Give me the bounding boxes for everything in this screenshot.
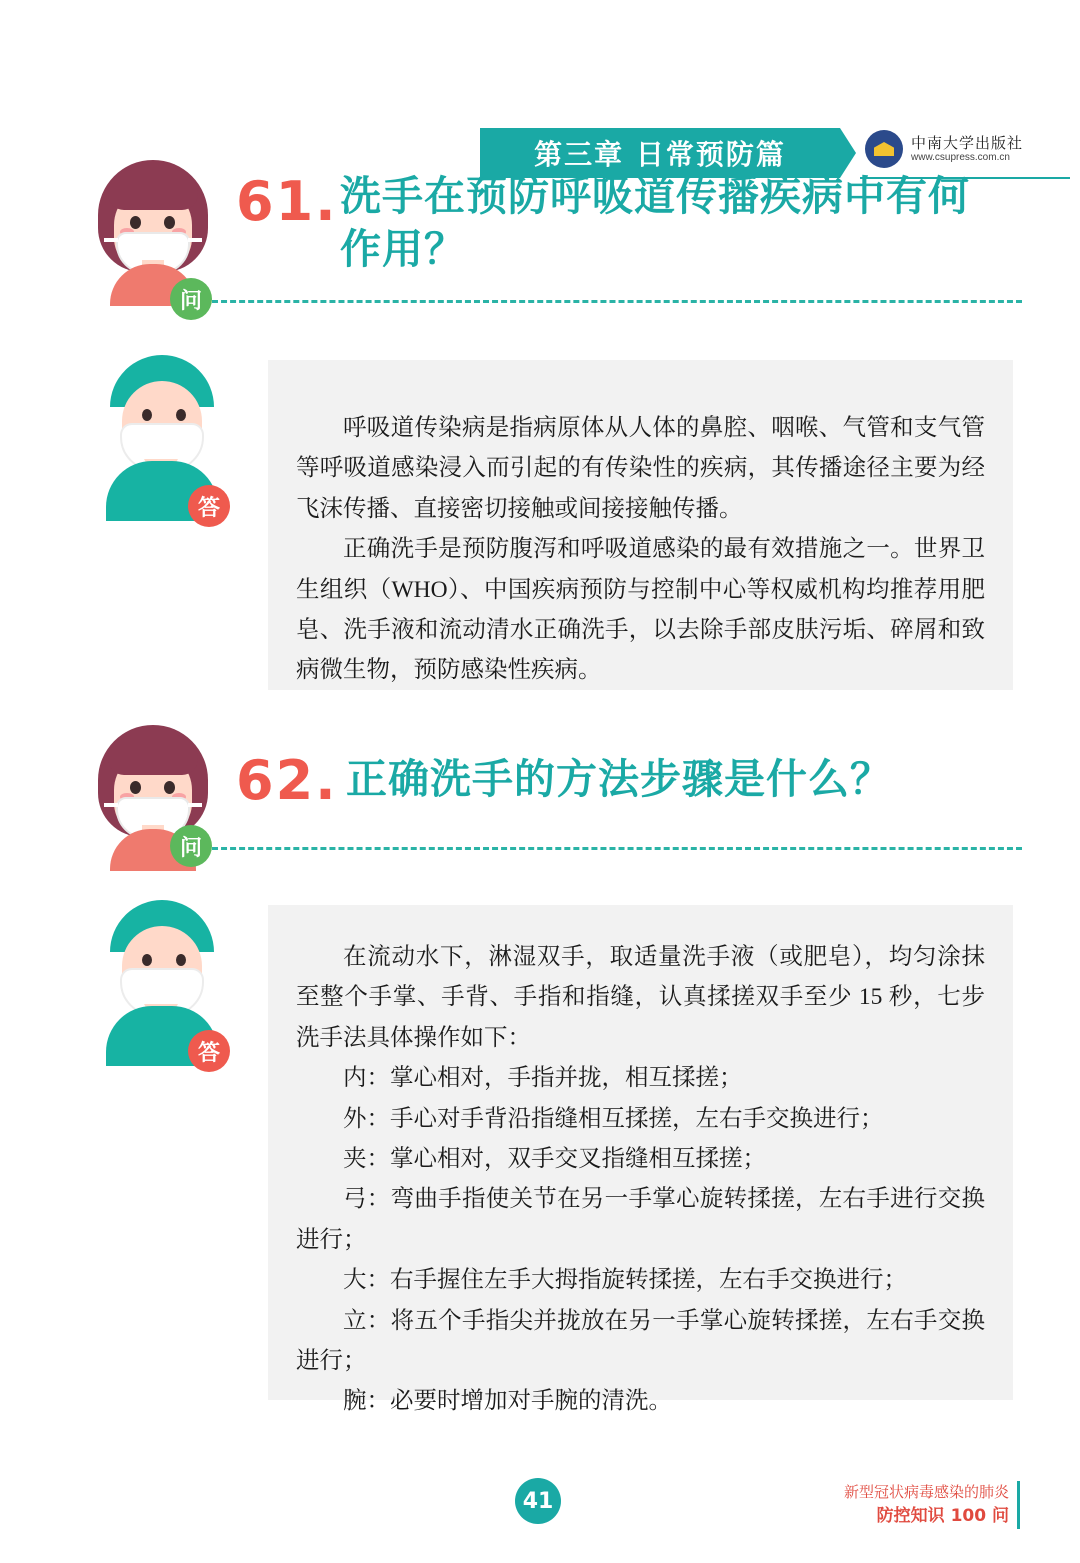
answer-block-62 bbox=[0, 900, 1080, 1415]
answer-step: 夹：掌心相对，双手交叉指缝相互揉搓； bbox=[343, 1146, 766, 1173]
answer-paragraph: 呼吸道传染病是指病原体从人体的鼻腔、咽喉、气管和支气管等呼吸道感染浸入而引起的有传染性的疾病，其传播途径主要为经飞沫传播、直接密切接触或间接接触传播。 bbox=[296, 415, 985, 522]
answer-step: 弓：弯曲手指使关节在另一手掌心旋转揉搓，左右手进行交换进行； bbox=[296, 1186, 985, 1253]
divider-62 bbox=[212, 847, 1022, 850]
publisher-url: www.csupress.com.cn bbox=[911, 151, 1010, 163]
answer-panel-61 bbox=[268, 360, 1013, 690]
answer-paragraph: 在流动水下，淋湿双手，取适量洗手液（或肥皂），均匀涂抹至整个手掌、手背、手指和指缝，认真揉搓双手至少 15 秒，七步洗手法具体操作如下： bbox=[296, 944, 985, 1051]
answer-step: 腕：必要时增加对手腕的清洗。 bbox=[343, 1388, 672, 1415]
publisher-name: 中南大学出版社 bbox=[911, 133, 1024, 152]
answer-step: 外：手心对手背沿指缝相互揉搓，左右手交换进行； bbox=[343, 1105, 884, 1132]
answer-step: 立：将五个手指尖并拢放在另一手掌心旋转揉搓，左右手交换进行； bbox=[296, 1307, 985, 1375]
answer-panel-62 bbox=[268, 905, 1013, 1415]
question-block-62 bbox=[0, 725, 1080, 875]
footer-line-2: 防控知识 100 问 bbox=[876, 1505, 1009, 1526]
answer-badge: 答 bbox=[188, 1030, 230, 1072]
question-title-62: 正确洗手的方法步骤是什么？ bbox=[346, 755, 892, 803]
question-title-61: 洗手在预防呼吸道传播疾病中有何作用？ bbox=[340, 172, 970, 274]
answer-paragraph: 正确洗手是预防腹泻和呼吸道感染的最有效措施之一。世界卫生组织（WHO）、中国疾病预防与控制中心等权威机构均推荐用肥皂、洗手液和流动清水正确洗手，以去除手部皮肤污垢、碎屑和致病微生物，预防感染性疾病。 bbox=[296, 536, 985, 684]
answer-badge: 答 bbox=[188, 485, 230, 527]
page-header bbox=[0, 62, 1080, 171]
question-block-61 bbox=[0, 160, 1080, 320]
answer-block-61 bbox=[0, 355, 1080, 695]
page-number: 41 bbox=[515, 1478, 561, 1524]
divider-61 bbox=[212, 300, 1022, 303]
ask-badge: 问 bbox=[170, 825, 212, 867]
question-number-62: 62. bbox=[236, 749, 338, 812]
answer-step: 内：掌心相对，手指并拢，相互揉搓； bbox=[343, 1065, 743, 1092]
footer-line-1: 新型冠状病毒感染的肺炎 bbox=[843, 1483, 1009, 1501]
chapter-title: 第三章 日常预防篇 bbox=[534, 138, 786, 171]
ask-badge: 问 bbox=[170, 278, 212, 320]
footer-book-title bbox=[844, 1481, 1020, 1529]
answer-step: 大：右手握住左手大拇指旋转揉搓，左右手交换进行； bbox=[343, 1267, 907, 1294]
question-number-61: 61. bbox=[236, 170, 338, 233]
